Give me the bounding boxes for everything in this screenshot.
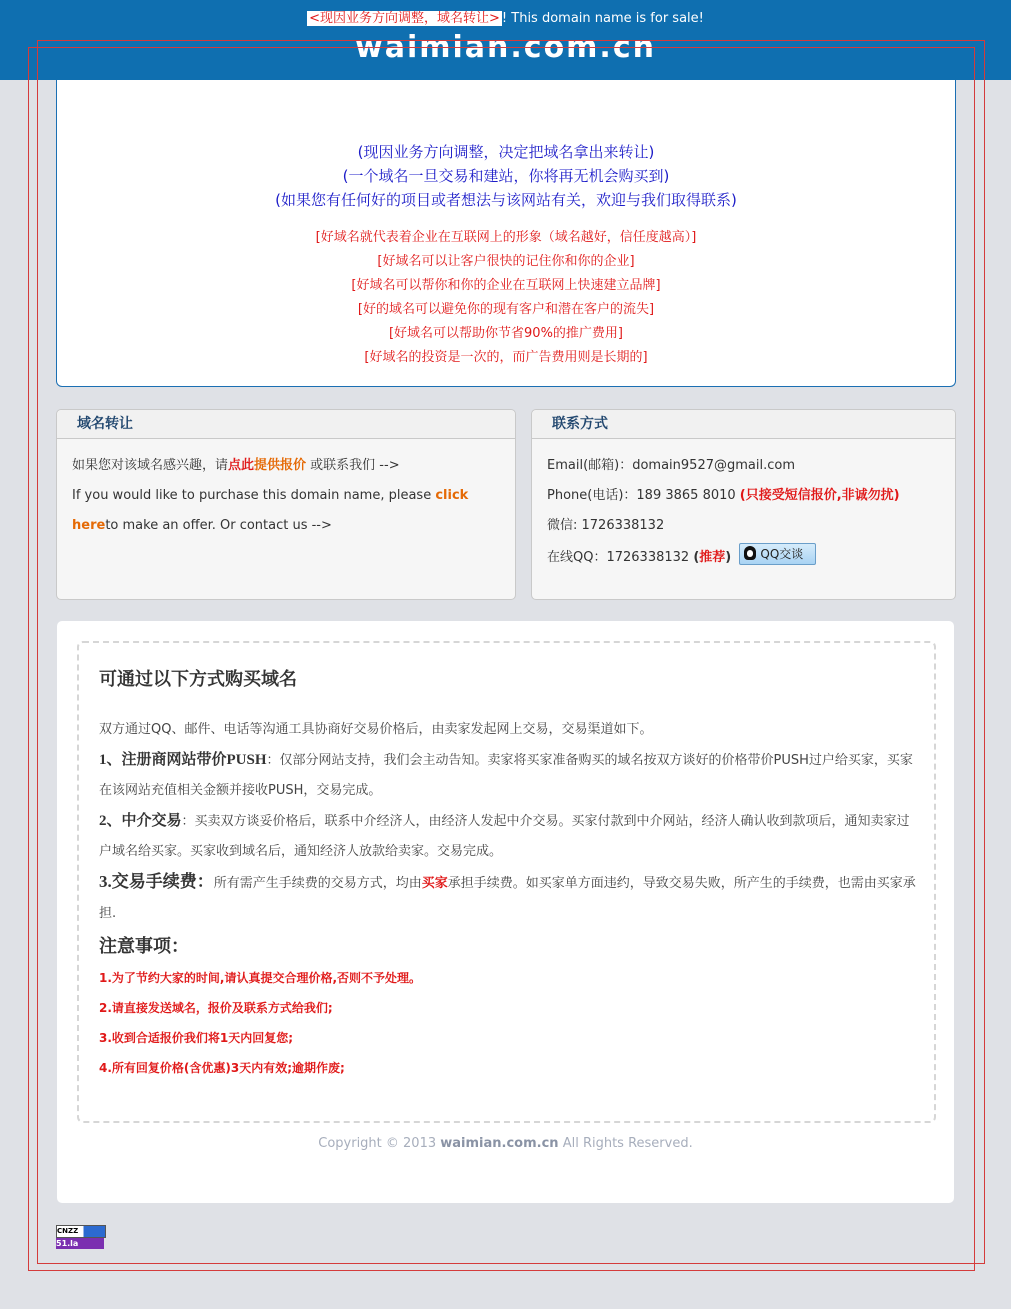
notes-title: 注意事项： <box>99 936 189 957</box>
intro-red-line: [好的域名可以避免你的现有客户和潜在客户的流失] <box>357 302 655 317</box>
contact-qq-number: 在线QQ：1726338132 <box>547 550 694 565</box>
qq-chat-label: QQ交谈 <box>760 546 804 561</box>
method-push-title: 1、注册商网站带价PUSH <box>99 752 267 768</box>
qq-penguin-icon <box>744 546 756 560</box>
qq-paren-open: ( <box>693 550 700 565</box>
method-fee-text-a: 所有需产生手续费的交易方式，均由 <box>213 876 422 891</box>
qq-recommend: 推荐 <box>699 550 726 565</box>
contact-email: Email(邮箱)：domain9527@gmail.com <box>547 458 795 473</box>
sale-notice <box>0 7 1011 26</box>
note-item: 2.请直接发送域名，报价及联系方式给我们; <box>99 1001 333 1015</box>
cnzz-stat-badge[interactable]: CNZZ <box>56 1225 106 1238</box>
transfer-cn-suffix: 或联系我们 --> <box>306 458 400 473</box>
method-escrow-text: ：买卖双方谈妥价格后，联系中介经济人，由经济人发起中介交易。买家付款到中介网站，经济人确认收到款项后，通知卖家过户域名给买家。买家收到域名后，通知经济人放款给卖家。交易完成。 <box>99 814 910 859</box>
contact-wechat: 微信: 1726338132 <box>547 518 665 533</box>
intro-blue-line: (一个域名一旦交易和建站，你将再无机会购买到) <box>342 167 670 185</box>
note-item: 4.所有回复价格(含优惠)3天内有效;逾期作废; <box>99 1061 345 1075</box>
contact-qq <box>547 541 940 575</box>
method-fee <box>99 867 919 929</box>
buy-methods-box <box>77 641 936 1123</box>
intro-red-line: [好域名可以帮你和你的企业在互联网上快速建立品牌] <box>351 278 661 293</box>
method-escrow-title: 2、中介交易 <box>99 813 182 829</box>
make-offer-link[interactable]: 提供报价 <box>254 458 307 473</box>
method-escrow <box>99 806 919 867</box>
transfer-cn-text <box>72 451 500 481</box>
sale-text: ! This domain name is for sale! <box>501 11 704 26</box>
transfer-panel <box>56 409 516 600</box>
intro-blue-line: (如果您有任何好的项目或者想法与该网站有关，欢迎与我们取得联系) <box>275 191 737 209</box>
contact-panel <box>531 409 956 600</box>
contact-panel-title: 联系方式 <box>532 410 955 439</box>
top-banner <box>0 0 1011 80</box>
contact-phone-number: Phone(电话)：189 3865 8010 <box>547 488 740 503</box>
click-here-link[interactable]: 点此 <box>228 458 255 473</box>
transfer-panel-title: 域名转让 <box>57 410 515 439</box>
copyright <box>57 1136 954 1151</box>
intro-red-line: [好域名的投资是一次的，而广告费用则是长期的] <box>364 350 648 365</box>
note-item: 1.为了节约大家的时间,请认真提交合理价格,否则不予处理。 <box>99 971 422 985</box>
intro-red-line: [好域名可以让客户很快的记住你和你的企业] <box>377 254 635 269</box>
method-push-text: ：仅部分网站支持，我们会主动告知。卖家将买家准备购买的域名按双方谈好的价格带价PUSH过户给买家，买家在该网站充值相关金额并接收PUSH，交易完成。 <box>99 753 913 798</box>
buy-methods-section <box>57 621 954 1203</box>
contact-phone-note: (只接受短信报价,非诚勿扰) <box>739 488 900 503</box>
click-link[interactable]: click <box>435 488 469 503</box>
transfer-en-text <box>72 481 500 541</box>
copyright-suffix: All Rights Reserved. <box>558 1136 693 1151</box>
method-fee-text-b: 承担手续费。如买家单方面违约，导致交易失败，所产生的手续费，也需由买家承担. <box>99 876 916 921</box>
intro-red-line: [好域名可以帮助你节省90%的推广费用] <box>388 326 624 341</box>
transfer-en-prefix: If you would like to purchase this domain name, please <box>72 488 436 503</box>
copyright-prefix: Copyright © 2013 <box>318 1136 441 1151</box>
intro-box <box>56 80 956 387</box>
note-item: 3.收到合适报价我们将1天内回复您; <box>99 1031 294 1045</box>
method-fee-title: 3.交易手续费： <box>99 872 214 891</box>
method-fee-buyer: 买家 <box>421 876 448 891</box>
51la-stat-badge[interactable]: 51.la <box>56 1238 104 1249</box>
here-link[interactable]: here <box>72 518 106 533</box>
copyright-site: waimian.com.cn <box>440 1136 559 1151</box>
sale-highlight: <现因业务方向调整，域名转让> <box>309 11 500 26</box>
site-title: waimian.com.cn <box>355 30 656 65</box>
qq-paren-close: ) <box>725 550 732 565</box>
buy-methods-title: 可通过以下方式购买域名 <box>99 669 297 690</box>
method-push <box>99 745 919 806</box>
intro-blue-line: (现因业务方向调整，决定把域名拿出来转让) <box>357 143 655 161</box>
transfer-cn-prefix: 如果您对该域名感兴趣，请 <box>72 458 229 473</box>
transfer-en-suffix: to make an offer. Or contact us --> <box>105 518 332 533</box>
qq-chat-button[interactable] <box>739 543 816 565</box>
contact-phone <box>547 481 940 511</box>
intro-red-line: [好域名就代表着企业在互联网上的形象（域名越好，信任度越高）] <box>315 230 697 245</box>
buy-intro: 双方通过QQ、邮件、电话等沟通工具协商好交易价格后，由卖家发起网上交易，交易渠道如下。 <box>99 722 653 737</box>
